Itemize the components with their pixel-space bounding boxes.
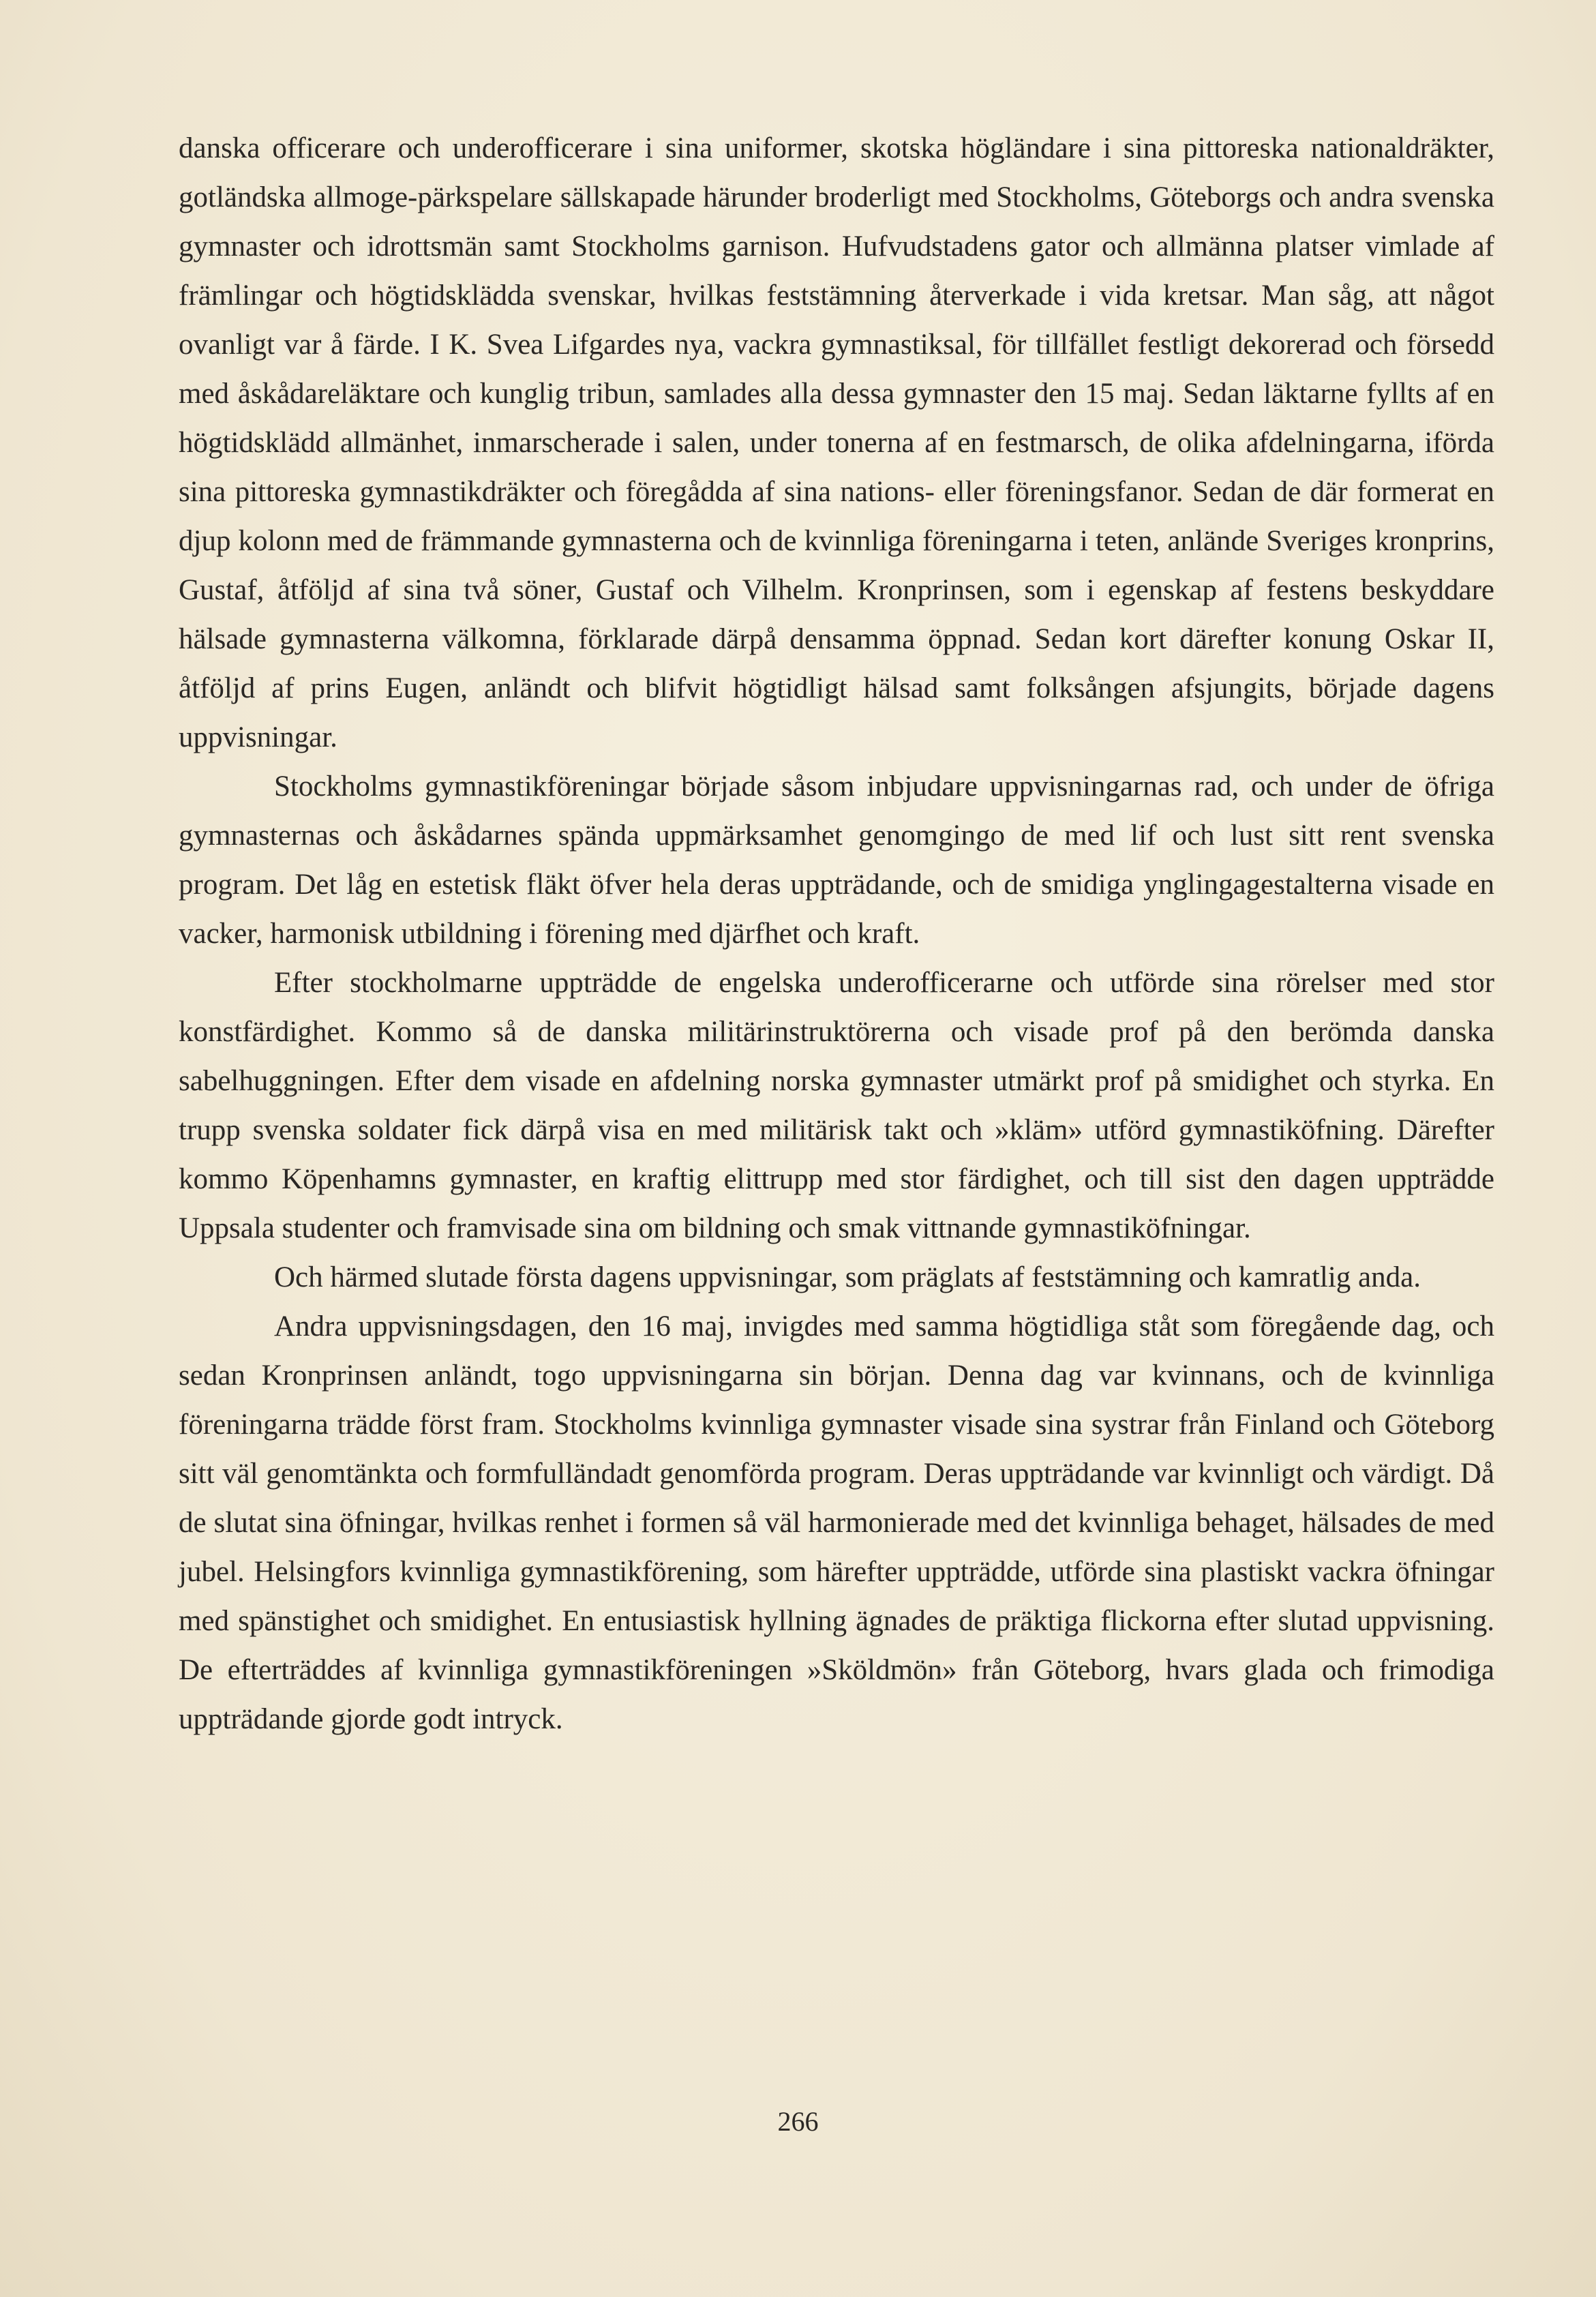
paragraph-3: Efter stockholmarne uppträdde de engelska underofficerarne och utförde sina rörelser med stor konstfärdighet. Kommo så de danska militärinstruktörerna och visade prof på den berömda danska sabelhuggningen. Efter dem visade en afdelning norska gymnaster utmärkt prof på smidighet och styrka. En trupp svenska soldater fick därpå visa en med militärisk takt och »kläm» utförd gymnastiköfning. Därefter kommo Köpenhamns gymnaster, en kraftig elittrupp med stor färdighet, och till sist den dagen uppträdde Uppsala studenter och framvisade sina om bildning och smak vittnande gymnastiköfningar.: [179, 967, 1494, 1244]
paragraph-4: Och härmed slutade första dagens uppvisningar, som präglats af feststämning och kamratlig anda.: [274, 1261, 1421, 1293]
page-number: 266: [777, 2106, 819, 2137]
body-text: [179, 124, 1494, 1744]
paragraph-1: danska officerare och underofficerare i sina uniformer, skotska högländare i sina pittoreska nationaldräkter, gotländska allmoge-pärkspelare sällskapade härunder broderligt med Stockholms, Göteborgs och andra svenska gymnaster och idrottsmän samt Stockholms garnison. Hufvudstadens gator och allmänna platser vimlade af främlingar och högtidsklädda svenskar, hvilkas feststämning återverkade i vida kretsar. Man såg, att något ovanligt var å färde. I K. Svea Lifgardes nya, vackra gymnastiksal, för tillfället festligt dekorerad och försedd med åskådareläktare och kunglig tribun, samlades alla dessa gymnaster den 15 maj. Sedan läktarne fyllts af en högtidsklädd allmänhet, inmarscherade i salen, under tonerna af en festmarsch, de olika afdelningarna, iförda sina pittoreska gymnastikdräkter och föregådda af sina nations- eller föreningsfanor. Sedan de där formerat en djup kolonn med de främmande gymnasterna och de kvinnliga föreningarna i teten, anlände Sveriges kronprins, Gustaf, åtföljd af sina två söner, Gustaf och Vilhelm. Kronprinsen, som i egenskap af festens beskyddare hälsade gymnasterna välkomna, förklarade därpå densamma öppnad. Sedan kort därefter konung Oskar II, åtföljd af prins Eugen, anländt och blifvit högtidligt hälsad samt folksången afsjungits, började dagens uppvisningar.: [179, 132, 1494, 753]
paragraph-5: Andra uppvisningsdagen, den 16 maj, invigdes med samma högtidliga ståt som föregående dag, och sedan Kronprinsen anländt, togo uppvisningarna sin början. Denna dag var kvinnans, och de kvinnliga föreningarna trädde först fram. Stockholms kvinnliga gymnaster visade sina systrar från Finland och Göteborg sitt väl genomtänkta och formfulländadt genomförda program. Deras uppträdande var kvinnligt och värdigt. Då de slutat sina öfningar, hvilkas renhet i formen så väl harmonierade med det kvinnliga behaget, hälsades de med jubel. Helsingfors kvinnliga gymnastikförening, som härefter uppträdde, utförde sina plastiskt vackra öfningar med spänstighet och smidighet. En entusiastisk hyllning ägnades de präktiga flickorna efter slutad uppvisning. De efterträddes af kvinnliga gymnastikföreningen »Sköldmön» från Göteborg, hvars glada och frimodiga uppträdande gjorde godt intryck.: [179, 1310, 1494, 1735]
paragraph-2: Stockholms gymnastikföreningar började såsom inbjudare uppvisningarnas rad, och under de öfriga gymnasternas och åskådarnes spända uppmärksamhet genomgingo de med lif och lust sitt rent svenska program. Det låg en estetisk fläkt öfver hela deras uppträdande, och de smidiga ynglingagestalterna visade en vacker, harmonisk utbildning i förening med djärfhet och kraft.: [179, 770, 1494, 950]
